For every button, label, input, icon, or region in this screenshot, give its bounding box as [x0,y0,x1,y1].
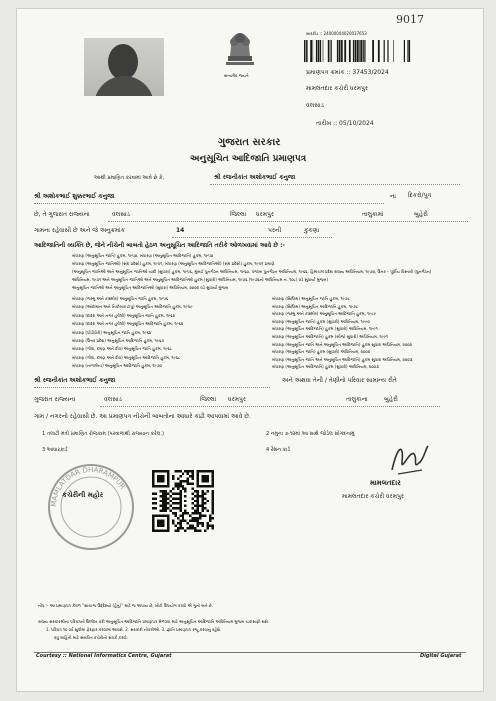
line-state-label: ગુજરાત રાજ્યના [34,396,76,403]
order-item: બંધારણ (અનુસૂચિત જાતિ અને અનુસૂચિત આદિજાતિ) હુકમ સુધારા અધિનિયમ, ૨૦૦૨ [272,341,412,347]
line-district-label: જિલ્લા [200,396,217,403]
line-taluka-value: બુહેરી [384,396,398,403]
national-emblem-icon [222,26,258,74]
order-item: અનુસૂચિત જાતિઓ અને અનુસૂચિત આદિજાતિઓ (સુધારા) અધિનિયમ, ૨૦૦૨ વડે સુધાર્યા મુજબ [72,285,229,290]
order-item: બંધારણ (ગોવા, દમણ અને દીવ) અનુસૂચિત જાતિ હુકમ, ૧૯૬૮ [72,346,172,352]
signer-office: મામલતદાર કચેરી ધરમપુર [342,493,404,500]
clause-text: આદિજાતિની વ્યક્તિ છે, જેને નીચેની બાબતો હેઠળ અનુસૂચિત આદિજાતિ તરીકે ઓળખવામાં આવે છે :- [34,242,285,249]
note-line: રાજ્ય સરકારશ્રીના પરિપત્રનો ઉલ્લેખ કરી અનુસૂચિત આદિજાતિ પ્રમાણપત્ર મેળવવા માટે અનુસૂચિત આદિજાતિ અધિનિયમ મુજબ ચકાસણી થશે. [38,619,270,624]
district-label: જિલ્લા [230,211,247,218]
order-item: બંધારણ (સિક્કિમ) અનુસૂચિત આદિજાતિ હુકમ, ૧૯૭૮ [272,303,359,309]
order-item: બંધારણ (જમ્મુ અને કાશ્મીર) અનુસૂચિત આદિજાતિ હુકમ, ૧૯૮૯ [272,311,377,317]
father-name: શ્રી અશોકભાઈ શુક્કરભાઈ કનુજા [34,193,115,200]
note-line: વધુ માહિતી માટે સંબંધિત કચેરીનો સંપર્ક કરવો. [54,635,128,640]
svg-text:MAMLATDAR DHARAMPUR: MAMLATDAR DHARAMPUR [49,465,127,508]
order-item: બંધારણ (અનુસૂચિત જાતિ) હુકમ (સુધારો) અધિનિયમ, ૧૯૯૦ [272,318,370,324]
emblem-caption: સત્યમેવ જયતે [224,73,249,78]
issuing-office: મામલતદાર કચેરી ધરમપુર [306,85,368,92]
order-item: બંધારણ (અનુસૂચિત જાતિઓ) (સંઘ પ્રદેશો) હુકમ, ૧૯૫૧, બંધારણ (અનુસૂચિત આદિજાતિઓ) (સંઘ પ્રદેશો) હુકમ, ૧૯૫૧ પ્રમાણે [72,261,275,266]
resident-name: શ્રી રજનીકાંત અશોકભાઈ કનુજા [34,377,116,384]
basis-item: 2 નમુના ૭-૧૨માં આ સાથે જોડેલ સોગંદનામું [266,431,355,437]
entry-tail: પરની [268,227,282,234]
order-item: બંધારણ (અનુસૂચિત આદિજાતિ) હુકમ (સુધારો) અધિનિયમ, ૨૦૦૩ [272,364,379,370]
village-line: ગામ / નગરનો રહેવાસી છે. આ પ્રમાણપત્ર નીચેની બાબતોના આધારે કાઢી આપવામાં આવે છે. [34,413,251,420]
line-state-value: વલસાડ [104,396,122,403]
digital-gujarat-text: Digital Gujarat [420,653,462,659]
certify-prefix: આથી પ્રમાણિત કરવામાં આવે છે કે, [94,175,165,181]
state-label: છે, તે ગુજરાત રાજ્યના [34,211,90,218]
order-item: બંધારણ (ઉત્તર પ્રદેશ) અનુસૂચિત આદિજાતિ હુકમ, ૧૯૬૭ [72,338,164,343]
na-label: ના [390,193,396,200]
order-item: બંધારણ (અનુસૂચિત આદિજાતિ) હુકમ (સુધારો) અધિનિયમ, ૧૯૯૧ [272,326,378,332]
order-item: બંધારણ (પોંડીચેરી) અનુસૂચિત જાતિ હુકમ, ૧૯૬૪ [72,329,152,335]
community-value: કુકણા [304,227,320,234]
office-stamp-label: કચેરીની મહોર [62,491,104,499]
order-item: બંધારણ (દાદરા અને નગર હવેલી) અનુસૂચિત આદિજાતિ હુકમ, ૧૯૬૨ [72,321,184,327]
state-value: વલસાડ [112,211,130,218]
taluka-label: તાલુકામાં [362,211,384,218]
note-line: નોંધ :- આ પ્રમાણપત્ર કેવળ “સાચાજ ઉદ્દેશ્યો (હેતુ)” માટે જ અપાય છે, ખોટો ઉપયોગ કરવો એ ગુનો બને છે. [38,603,214,608]
order-item: બંધારણ (દાદરા અને નગર હવેલી) અનુસૂચિત જાતિ હુકમ, ૧૯૬૨ [72,312,175,318]
issuing-district: વલસાડ [306,102,324,109]
order-item: બંધારણ (અનુસૂચિત જાતિ) હુકમ (સુધારો) અધિનિયમ, ૨૦૦૨ [272,349,371,355]
order-item: બંધારણ (અનુસૂચિત જાતિ અને અનુસૂચિત આદિજાતિ) હુકમ સુધારા અધિનિયમ, ૨૦૦૩ [272,356,413,362]
line-district-value: ધરમપુર [228,396,246,403]
signature-image [388,440,430,480]
barcode-image [304,40,416,62]
order-item: બંધારણ (સિક્કિમ) અનુસૂચિત જાતિ હુકમ, ૧૯૭૮ [272,296,350,301]
order-item: બંધારણ (જમ્મુ અને કાશ્મીર) અનુસૂચિત જાતિ હુકમ, ૧૯૫૬ [72,296,169,301]
office-seal-icon [46,462,136,552]
issue-date: તારીખ :: 05/10/2024 [316,120,374,127]
relation-value: દિકરો/પુત્ર [408,192,432,199]
line-taluka-label: તાલુકાના [346,396,368,403]
basis-item: 1 તલાટી મંત્રી પ્રમાણિત રોજકામ (પરવાળાથી રાજ્યાન કરેલ.) [42,431,164,437]
certificate-number: પ્રમાણપત્ર ક્રમાંક :: 37453/2024 [306,69,389,76]
handwritten-number: 9017 [396,13,424,26]
note-line: 1. પરિપત્ર ૧૦ વર્ષ સુધીમાં ફેરફાર કરવામાં આવશે. 2. સરકારી નોકરીઓ. 3. જ્ઞાતિ પ્રમાણપત્ર રજૂ કરવાનું રહેશે. [46,627,222,632]
district-value: ધરમપુર [256,211,274,218]
qr-code-image [152,470,214,532]
applicant-name: શ્રી રજનીકાંત અશોકભાઈ કનુજા [214,174,296,181]
entry-number: 14 [176,227,185,234]
order-item: બંધારણ (અનુસૂચિત આદિજાતિ) હુકમ (બીજો સુધારો) અધિનિયમ, ૧૯૯૧ [272,334,388,339]
applicant-photo [84,38,164,96]
order-item: બંધારણ (અનુસૂચિત જાતિ) હુકમ, ૧૯૫૦, બંધારણ (અનુસૂચિત આદિજાતિ) હુકમ, ૧૯૫૦ [72,253,214,258]
order-item: બંધારણ (ગોવા, દમણ અને દીવ) અનુસૂચિત આદિજાતિ હુકમ, ૧૯૬૮ [72,354,181,360]
order-item: (અનુસૂચિત જાતિઓ અને અનુસૂચિત જાતિઓ યાદી (સુધારા) હુકમ, ૧૯૫૬, મુંબઈ પુનર્ગઠન અધિનિયમ, ૧૯૬૦, પંજાબ પુનર્ગઠન અધિનિયમ, ૧૯૬૬, હિમાચલ પ્રદેશ રાજ્ય અધિનિયમ, ૧૯૭૦, ઉત્તર – પૂર્વીય વિસ્તારો (પુનર્ગઠન) [72,269,432,274]
basis-item: 4 રેશન કાર્ડ [266,447,291,453]
order-item: બંધારણ (નાગાલેન્ડ) અનુસૂચિત આદિજાતિ હુકમ, ૧૯૭૦ [72,363,162,369]
signer-title: મામલતદાર [370,479,401,487]
entry-label: ગામના રહેવાસી છે અને જે અનુક્રમાંક [34,227,125,234]
government-title: ગુજરાત સરકાર [218,137,281,148]
certificate-title: અનુસૂચિત આદિજાતિ પ્રમાણપત્ર [190,154,307,164]
barcode-label: બારકોડ :: 24000044020037653 [306,31,367,36]
order-item: બંધારણ (આંદામાન અને નિકોબાર ટાપુ) અનુસૂચિત આદિજાતિ હુકમ, ૧૯૫૯ [72,304,193,310]
resident-tail: અને અથવા તેની / તેણીનો પરિવાર સામાન્ય રીતે [282,377,397,384]
basis-item: 3 આધારકાર્ડ [42,447,68,453]
order-item: અધિનિયમ, ૧૯૭૧ અને અનુસૂચિત જાતિઓ અને અનુસૂચિત આદિજાતિઓ હુકમ (સુધારો) અધિનિયમ, ૧૯૭૬ (૧૯૭૬નો અધિનિયમ નં. ૧૦૮) વડે સુધાર્યા મુજબ) [72,277,329,282]
taluka-value: બુહેરી [414,211,428,218]
courtesy-text: Courtesy :: National Informatics Centre, Gujarat [36,653,172,659]
